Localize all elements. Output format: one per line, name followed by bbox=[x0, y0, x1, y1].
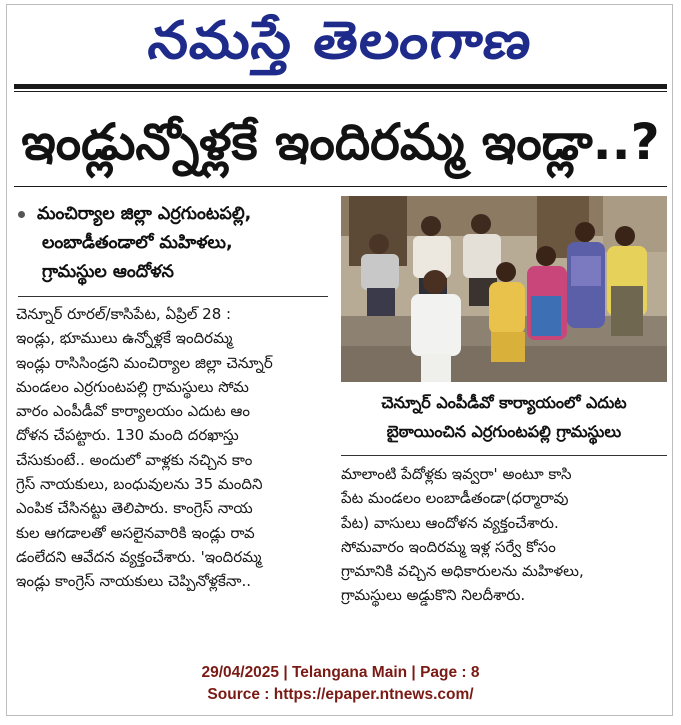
photo-caption bbox=[341, 388, 667, 446]
article-body-left bbox=[16, 302, 330, 594]
news-photo bbox=[341, 196, 667, 382]
masthead-logo: నమస్తే తెలంగాణ bbox=[145, 10, 536, 71]
headline-rule bbox=[14, 186, 667, 187]
body-line: పేట మండలం లంబాడీతండా(ధర్మారావు bbox=[341, 489, 569, 508]
masthead-rule-thin bbox=[14, 91, 667, 92]
caption-line: చెన్నూర్ ఎంపీడీవో కార్యాయంలో ఎదుట bbox=[381, 393, 627, 412]
masthead-rule bbox=[14, 84, 667, 89]
source-footer bbox=[0, 662, 681, 706]
body-line: మాలాంటి పేదోళ్లకు ఇవ్వరా' అంటూ కాసి bbox=[341, 465, 572, 483]
body-line: వారం ఎంపీడీవో కార్యాలయం ఎదుట ఆం bbox=[16, 402, 250, 421]
body-line: ఇండ్లు రాసిసిండ్రని మంచిర్యాల జిల్లా చెన్నూర్ bbox=[16, 353, 273, 372]
caption-line: బైఠాయించిన ఎర్రగుంటపల్లి గ్రామస్థులు bbox=[386, 422, 622, 441]
body-line: గ్రెస్ నాయకులు, బంధువులను 35 మందిని bbox=[16, 475, 263, 494]
body-line: కుల ఆగడాలతో అసలైనవారికి ఇండ్లు రావ bbox=[16, 523, 255, 542]
bullet-icon bbox=[18, 211, 25, 218]
subhead-line: గ్రామస్థుల ఆందోళన bbox=[42, 262, 174, 282]
article-headline: ఇండ్లున్నోళ్లకే ఇందిరమ్మ ఇండ్లా..? bbox=[21, 113, 660, 171]
subhead-line: మంచిర్యాల జిల్లా ఎర్రగుంటపల్లి, bbox=[18, 200, 330, 229]
body-line: ఇండ్లు, భూములు ఉన్నోళ్లకే ఇందిరమ్మ bbox=[16, 329, 233, 348]
source-url: Source : https://epaper.ntnews.com/ bbox=[207, 686, 474, 703]
subhead-rule bbox=[18, 296, 328, 297]
body-line: పేట) వాసులు ఆందోళన వ్యక్తంచేశారు. bbox=[341, 513, 559, 532]
subhead-block bbox=[18, 200, 330, 287]
body-line: డంలేదని ఆవేదన వ్యక్తంచేశారు. 'ఇందిరమ్మ bbox=[16, 547, 262, 566]
body-line: గ్రామస్థులు అడ్డుకొని నిలదీశారు. bbox=[341, 586, 526, 605]
body-line: ఎంపిక చేసినట్టు తెలిపారు. కాంగ్రెస్ నాయ bbox=[16, 499, 253, 518]
body-line: మండలం ఎర్రగుంటపల్లి గ్రామస్థులు సోమ bbox=[16, 377, 249, 396]
body-line: గ్రామానికి వచ్చిన అధికారులను మహిళలు, bbox=[341, 562, 584, 581]
body-line: దోళన చేపట్టారు. 130 మంది దరఖాస్తు bbox=[16, 426, 239, 445]
body-line: చేసుకుంటే.. అందులో వాళ్లకు నచ్చిన కాం bbox=[16, 450, 253, 469]
body-line: ఇండ్లు కాంగ్రెస్ నాయకులు చెప్పినోళ్లకేనా.. bbox=[16, 572, 251, 591]
caption-rule bbox=[341, 455, 667, 456]
article-body-right bbox=[341, 462, 667, 608]
body-line: సోమవారం ఇందిరమ్మ ఇళ్ల సర్వే కోసం bbox=[341, 537, 556, 556]
subhead-line: లంబాడీతండాలో మహిళలు, bbox=[42, 233, 233, 253]
body-line: చెన్నూర్ రూరల్/కాసిపేట, ఏప్రిల్ 28 : bbox=[16, 305, 232, 323]
masthead bbox=[0, 6, 681, 76]
edition-info: 29/04/2025 | Telangana Main | Page : 8 bbox=[201, 664, 480, 681]
